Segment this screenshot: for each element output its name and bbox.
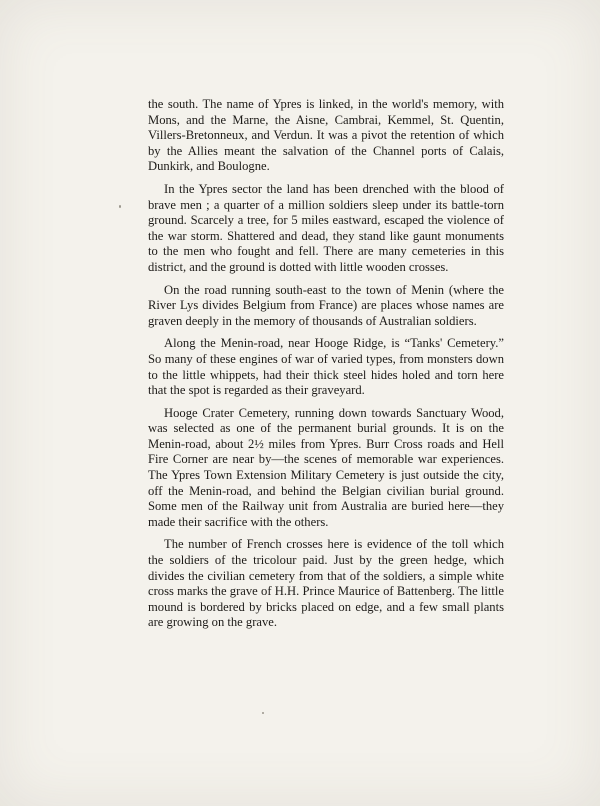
paragraph-1: the south. The name of Ypres is linked, in the world's memory, with Mons, and the Marne, the Aisne, Cambrai, Kemmel, St. Quentin, Villers-Bretonneux, and Verdun. It was a pivot the retention of which by the Allies meant the salvation of the Channel ports of Calais, Dunkirk, and Boulogne. [148,97,504,174]
paragraph-3: On the road running south-east to the town of Menin (where the River Lys divides Belgium from France) are places whose names are graven deeply in the memory of thousands of Australian soldiers. [148,282,504,328]
paragraph-5: Hooge Crater Cemetery, running down towards Sanctuary Wood, was selected as one of the permanent burial grounds. It is on the Menin-road, about 2½ miles from Ypres. Burr Cross roads and Hell Fire Corner are near by—the scenes of memorable war experiences. The Ypres Town Extension Military Cemetery is just outside the city, off the Menin-road, and behind the Belgian civilian burial ground. Some men of the Railway unit from Australia are buried here—they made their sacrifice with the others. [148,405,504,529]
paragraph-6: The number of French crosses here is evidence of the toll which the soldiers of the tricolour paid. Just by the green hedge, which divides the civilian cemetery from that of the soldiers, a simple white cross marks the grave of H.H. Prince Maurice of Battenberg. The little mound is bordered by bricks placed on edge, and a few small plants are growing on the grave. [148,537,504,630]
paragraph-2: In the Ypres sector the land has been drenched with the blood of brave men ; a quarter of a million soldiers sleep under its battle-torn ground. Scarcely a tree, for 5 miles eastward, escaped the violence of the war storm. Shattered and dead, they stand like gaunt monuments to the men who fought and fell. There are many cemeteries in this district, and the ground is dotted with little wooden crosses. [148,181,504,274]
paper-speck [119,205,121,208]
paragraph-4: Along the Menin-road, near Hooge Ridge, is “Tanks' Cemetery.” So many of these engines of war of varied types, from monsters down to the little whippets, had their thick steel hides holed and torn here that the spot is regarded as their graveyard. [148,336,504,398]
paper-speck [262,712,264,714]
body-text [148,97,504,638]
